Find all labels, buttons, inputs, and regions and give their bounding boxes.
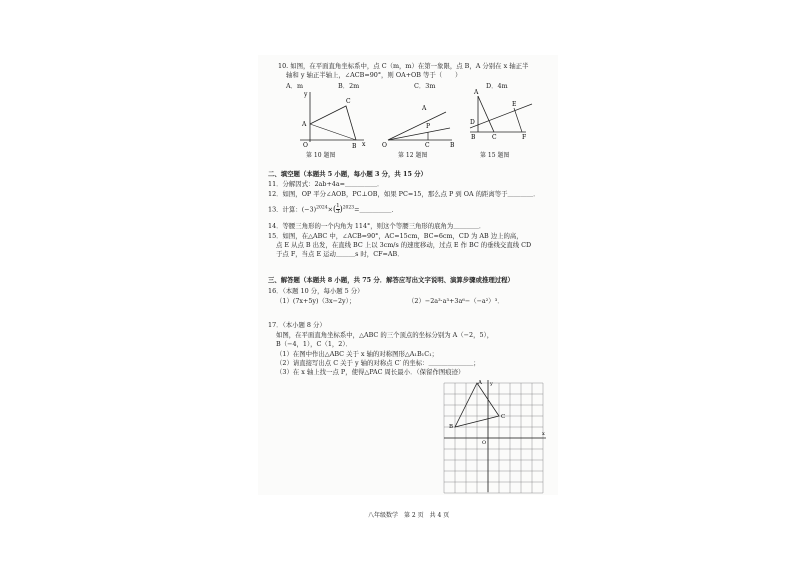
grid-label-c: C bbox=[501, 414, 506, 420]
f15-ab-side bbox=[478, 96, 494, 132]
q10-option-d: D．4m bbox=[486, 82, 508, 90]
q15-line1: 15．如图，在△ABC 中，∠ACB=90°，AC=15cm，BC=6cm，CD 为 AB 边上的高， bbox=[268, 232, 523, 240]
f10-label-b: B bbox=[352, 143, 357, 150]
q17-line2: B（−4，1），C（1，2）． bbox=[276, 340, 352, 348]
q13-fraction: $\frac{1}{3}$ bbox=[336, 203, 340, 215]
f15-line-ef bbox=[514, 108, 522, 132]
q11-text: 11．分解因式：2ab+4a=＿＿＿＿＿． bbox=[268, 180, 384, 188]
q10-line2: 轴和 y 轴正半轴上，∠ACB=90°，则 OA+OB 等于（ ） bbox=[286, 71, 462, 79]
f12-ray-oa bbox=[388, 112, 446, 140]
figure-q15-caption: 第 15 题图 bbox=[480, 152, 510, 159]
grid-label-o: O bbox=[482, 440, 487, 446]
figure-q10 bbox=[290, 88, 370, 152]
q16-part2: （2）−2a³·a³+3a⁶−（−a²）³． bbox=[408, 297, 504, 305]
f10-ab-line bbox=[310, 124, 356, 140]
q17-step2: （2）请直接写出点 C 关于 y 轴的对称点 C′ 的坐标：＿＿＿＿＿＿＿； bbox=[276, 359, 480, 367]
grid-label-x: x bbox=[542, 431, 545, 437]
f10-label-x: x bbox=[362, 141, 366, 148]
f12-label-b: B bbox=[450, 142, 455, 149]
grid-label-a: A bbox=[478, 380, 482, 386]
f12-label-a: A bbox=[422, 105, 427, 112]
f10-label-a: A bbox=[302, 121, 307, 128]
section2-title: 二、填空题（本题共 5 小题，每小题 3 分，共 15 分） bbox=[268, 170, 427, 178]
q17-line1: 如图，在平面直角坐标系中，△ABC 的三个顶点的坐标分别为 A（−2，5）， bbox=[276, 331, 494, 339]
f15-label-d: D bbox=[470, 119, 475, 126]
f12-label-p: P bbox=[426, 123, 431, 130]
figure-q12 bbox=[380, 100, 460, 152]
figure-q12-caption: 第 12 题图 bbox=[398, 152, 428, 159]
f12-label-o: O bbox=[382, 142, 387, 149]
f15-line-cd bbox=[470, 104, 532, 128]
grid-label-b: B bbox=[449, 424, 454, 430]
q16-heading: 16．（本题 10 分，每小题 5 分） bbox=[268, 287, 364, 295]
q17-heading: 17．（本小题 8 分） bbox=[268, 321, 326, 329]
q10-option-b: B．2m bbox=[338, 82, 360, 90]
page-footer: 八年级数学 第 2 页 共 4 页 bbox=[368, 512, 450, 519]
q17-step1: （1）在图中作出△ABC 关于 x 轴的对称图形△A₁B₁C₁； bbox=[276, 350, 439, 358]
q15-line3: 于点 F，当点 E 运动＿＿＿s 时，CF=AB． bbox=[276, 250, 404, 258]
f10-triangle bbox=[310, 106, 356, 140]
f15-label-c: C bbox=[492, 134, 497, 141]
q14-text: 14．等腰三角形的一个内角为 114°，则这个等腰三角形的底角为＿＿＿＿． bbox=[268, 222, 486, 230]
f10-label-y: y bbox=[304, 91, 308, 98]
grid-label-y: y bbox=[490, 381, 493, 387]
q12-text: 12．如图，OP 平分∠AOB，PC⊥OB，如果 PC=15，那么点 P 到 OA 的距离等于＿＿＿＿． bbox=[268, 190, 540, 198]
q15-line2: 点 E 从点 B 出发，在直线 BC 上以 3cm/s 的速度移动，过点 E 作 BC 的垂线交直线 CD bbox=[276, 241, 532, 249]
q17-coordinate-grid bbox=[440, 378, 550, 496]
f15-label-e: E bbox=[512, 101, 517, 108]
figure-q15 bbox=[462, 88, 542, 152]
q10-line1: 10. 如图，在平面直角坐标系中，点 C（m，m）在第一象限，点 B，A 分别在 x 轴正半 bbox=[278, 62, 529, 70]
section3-title: 三、解答题（本题共 8 小题，共 75 分．解答应写出文字说明、演算步骤或推理过程） bbox=[268, 276, 514, 284]
f15-label-a: A bbox=[474, 89, 479, 96]
q10-option-c: C．3m bbox=[414, 82, 436, 90]
q13-text: 13．计算：$(-3)^{2024}\times$( $\frac{1}{3}$ )$^{2023}$=＿＿＿＿＿． bbox=[268, 203, 398, 215]
f10-label-o: O bbox=[303, 142, 308, 149]
q17-step3: （3）在 x 轴上找一点 P，使得△PAC 周长最小．（保留作图痕迹） bbox=[276, 368, 465, 376]
q16-part1: （1）(7x+5y)（3x−2y）； bbox=[276, 297, 356, 305]
figure-q10-caption: 第 10 题图 bbox=[306, 152, 336, 159]
f10-label-c: C bbox=[346, 98, 351, 105]
f15-label-b: B bbox=[471, 134, 476, 141]
f12-label-c: C bbox=[425, 142, 430, 149]
q10-option-a: A．m bbox=[286, 82, 304, 90]
f12-ray-op bbox=[388, 128, 450, 140]
f15-label-f: F bbox=[522, 134, 527, 141]
